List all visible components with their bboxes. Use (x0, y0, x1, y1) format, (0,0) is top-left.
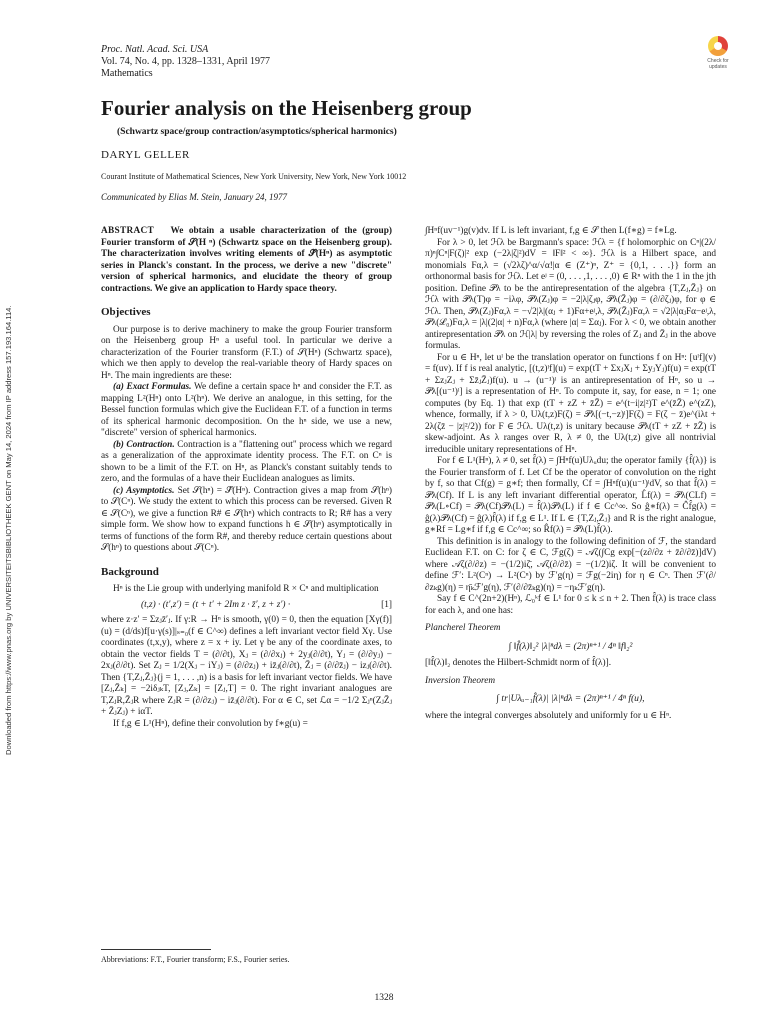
abstract (101, 226, 392, 295)
item-exact-formulas (101, 382, 392, 440)
journal-section: Mathematics (101, 68, 153, 79)
check-for-updates-icon (708, 36, 728, 56)
convolution-continuation: ∫Hⁿf(uv⁻¹)g(v)dv. If L is left invariant, f,g ∈ 𝒮 then L(f∗g) = f∗Lg. (425, 226, 677, 236)
abstract-label: ABSTRACT (101, 226, 155, 236)
author-affiliation: Courant Institute of Mathematical Sciences, New York University, New York, New York 10012 (101, 172, 407, 181)
euclidean-analogy-paragraph: This definition is in analogy to the following definition of ℱ, the standard Euclidean F.T. on C: for ζ ∈ C, ℱg(ζ) = 𝒜ζ(∫Cg exp[−(z∂/∂z + z̄∂/∂z̄)]dV) where 𝒜ζ(∂/∂z) = −(1/2)iζ̄, 𝒜ζ(∂/∂z̄) = −(1/2)iζ. It will be convenient to define ℱ′: L²(Cⁿ) → L²(Cⁿ) by ℱ′g(η) = ℱg(−2iη) for η ∈ Cⁿ. Then ℱ′(∂/∂zₖg)(η) = η̄ₖℱ′g(η), ℱ′(∂/∂z̄ₖg)(η) = −ηₖℱ′g(η). (425, 536, 716, 593)
item-a-label: (a) Exact Formulas. (113, 382, 192, 392)
objectives-paragraph: Our purpose is to derive machinery to make the group Fourier transform on the Heisenberg group Hⁿ a useful tool. In particular we derive a characterization of the Fourier transform (F.T.) of 𝒮(Hⁿ) (Schwartz space), which we then apply to develop the real-variable theory of Hardy spaces on Hⁿ. The main ingredients are these: (101, 324, 392, 381)
item-asymptotics (101, 486, 392, 555)
item-contraction (101, 440, 392, 486)
check-for-updates-label: Check for updates (707, 58, 729, 70)
translation-paragraph: For u ∈ Hⁿ, let uˡ be the translation operator on functions f on Hⁿ: [uˡf](v) = f(uv). If f is real analytic, [(t,z)ˡf](u) = exp(tT + ΣxⱼXⱼ + ΣyⱼYⱼ)f(u) = exp(tT + ΣzⱼZⱼ + Σz̄ⱼZ̄ⱼ)f(u). u → (u⁻¹)ˡ is an antirepresentation of Hⁿ, so u → 𝒫λ[(u⁻¹)ˡ] is a representation of Hⁿ. To compute it, say, for ease, n = 1; one computes (by Eq. 1) that exp (tT + zZ + z̄Z̄) = e^(t−i|z|²)T e^(z̄Z̄) e^(zZ), whence, formally, if λ > 0, Uλ(t,z)F(ζ) = 𝒫λ[(−t,−z)ˡ]F(ζ) = F(ζ − z̄)e^(iλt + 2λ(ζz̄ − |z|²/2)) for F ∈ ℋλ. Uλ(t,z) is unitary because 𝒫λ(tT + zZ + z̄Z̄) is skew-adjoint. As λ ranges over R, λ ≠ 0, the Uλ(t,z) give all nontrivial irreducible unitary representations of Hⁿ. (425, 352, 716, 455)
plancherel-equation: ∫ ‖f̂(λ)‖₂² |λ|ⁿdλ = (2π)ⁿ⁺¹ / 4ⁿ ‖f‖₂² (508, 640, 633, 652)
fourier-transform-paragraph: For f ∈ L¹(Hⁿ), λ ≠ 0, set f̂(λ) = ∫Hⁿf(u)Uλᵤdu; the operator family {f̂(λ)} is the Fourier transform of f. Let Cf be the operator of convolution on the right by f, so that Cf(g) = g∗f; then formally, Cf = ∫Hⁿf(u)(u⁻¹)ˡdV, so that f̂(λ) = 𝒫λ(Cf). If L is any left invariant differential operator, L̂f(λ) = 𝒫λ(CLf) = 𝒫λ(L∘Cf) = 𝒫λ(Cf)𝒫λ(L) = f̂(λ)𝒫λ(L) if f ∈ Cc^∞. So ĝ∗f(λ) = Ĉf̂g(λ) = ĝ(λ)𝒫λ(Cf) = ĝ(λ)f̂(λ) if f,g ∈ L¹. If L ∈ {T,Zⱼ,Z̄ⱼ} and R is the right analogue, g∗Rf = Lg∗f if f,g ∈ Cc^∞; so R̂f(λ) = 𝒫λ(L)f̂(λ). (425, 456, 716, 535)
abbreviations-footnote: Abbreviations: F.T., Fourier transform; F.S., Fourier series. (101, 955, 290, 964)
journal-header (101, 44, 270, 80)
abstract-text: We obtain a usable characterization of the (group) Fourier transform of 𝒮(H ⁿ) (Schwartz space on the Heisenberg group). The characterization involves writing elements of 𝒮̂(Hⁿ) as asymptotic series in Planck's constant. In the process, we derive a new "discrete" version of spherical harmonics, and elucidate the theory of group contractions. We give an application to Hardy space theory. (101, 226, 392, 294)
item-b-label: (b) Contraction. (113, 439, 175, 450)
download-notice: Downloaded from https://www.pnas.org by UNIVERSITEITSBIBLIOTHEEK GENT on May 14, 2024 from IP address 157.193.164.114. (4, 305, 13, 755)
check-for-updates-badge[interactable] (698, 36, 738, 72)
item-c-text: Set 𝒮(hⁿ) = 𝒮̂(Hⁿ). Contraction gives a map from 𝒮(hⁿ) to 𝒮(Cⁿ). We study the extent to which this process can be reversed. Given R ∈ 𝒮(Cⁿ), we give a function R# ∈ 𝒮(hⁿ) which contracts to R; R# has a very simple form. We show how to expand functions h ∈ 𝒮(hⁿ) asymptotically in terms of functions of the form R#, and thereby reduce certain questions about 𝒮(hⁿ) to questions about 𝒮(Cⁿ). (101, 485, 393, 553)
inversion-theorem-label: Inversion Theorem (425, 675, 496, 686)
equation-1-body: (t,z) · (t′,z′) = (t + t′ + 2Im z · z̄′, z + z′) · (141, 599, 291, 610)
background-paragraph-1: Hⁿ is the Lie group with underlying manifold R × Cⁿ and multiplication (113, 584, 379, 594)
inversion-equation: ∫ tr|Uλᵤ₋₁f̂(λ)| |λ|ⁿdλ = (2π)ⁿ⁺¹ / 4ⁿ f(u), (496, 693, 645, 704)
item-a-text: We define a certain space hⁿ and consider the F.T. as mapping L²(Hⁿ) onto L²(hⁿ). We derive an analogue, in this setting, for the Bessel function formulas which give the Euclidean F.T. of a function in terms of its spherical harmonic decomposition. On the hⁿ side, we use a new, "discrete" version of spherical harmonics. (101, 382, 392, 438)
equation-1-number: [1] (381, 599, 392, 610)
heading-objectives: Objectives (101, 306, 151, 318)
communicated-by: Communicated by Elias M. Stein, January 24, 1977 (101, 192, 287, 202)
page-number: 1328 (374, 993, 394, 1003)
bargmann-paragraph: For λ > 0, let ℋλ be Bargmann's space: ℋλ = {f holomorphic on Cⁿ|(2λ/π)ⁿ∫Cⁿ|F(ζ)|² exp (−2λ|ζ|²)dV = ‖F‖² < ∞}. ℋλ is a Hilbert space, and monomials Fα,λ = (√2λζ)^α/√α!|α ∈ (Z⁺)ⁿ, Z⁺ = {0,1, . . .}} form an orthonormal basis for ℋλ. Let eʲ = (0, . . . ,1, . . . ,0) ∈ Rⁿ with the 1 in the jth position. Define 𝒫λ to be the antirepresentation of the algebra {T,Zⱼ,Z̄ⱼ} on ℋλ with 𝒫λ(T)φ = −iλφ, 𝒫λ(Zⱼ)φ = −2|λ|ζⱼφ, 𝒫λ(Z̄ⱼ)φ = (∂/∂ζⱼ)φ, for φ ∈ ℋλ. Then, 𝒫λ(Zⱼ)Fα,λ = −√2|λ|(αⱼ + 1)Fα+eʲ,λ, 𝒫λ(Z̄ⱼ)Fα,λ = √2|λ|αⱼFα−eʲ,λ, 𝒫λ(ℒ₀)Fα,λ = |λ|(2|α| + n)Fα,λ (where |α| = Σαⱼ). For λ < 0, we obtain another antirepresentation 𝒫λ on ℋ|λ| by reversing the roles of Zⱼ and Z̄ⱼ in the above formulas. (425, 237, 716, 351)
inversion-note: where the integral converges absolutely and uniformly for u ∈ Hⁿ. (425, 710, 672, 721)
author-name: DARYL GELLER (101, 149, 190, 161)
left-column (101, 226, 392, 730)
heading-background: Background (101, 565, 159, 578)
footnote-divider (101, 949, 211, 950)
background-paragraph-3: If f,g ∈ L¹(Hⁿ), define their convolution by f∗g(u) = (113, 718, 308, 729)
paper-title: Fourier analysis on the Heisenberg group (101, 96, 472, 120)
plancherel-theorem-label: Plancherel Theorem (425, 623, 501, 633)
background-paragraph-2: where z·z′ = Σzⱼz̄′ⱼ. If γ:R → Hⁿ is smooth, γ(0) = 0, then the equation [Xγ(f)](u) = (d/ds)f[u·γ(s)]|ₛ₌₀(f ∈ C^∞) defines a left invariant vector field Xγ. Use coordinates (t,x,y), where z = x + iy. Let γ be any of the coordinate axes, to obtain the vector fields T = (∂/∂t), Xⱼ = (∂/∂xⱼ) + 2yⱼ(∂/∂t), Yⱼ = (∂/∂yⱼ) − 2xⱼ(∂/∂t). Set Zⱼ = 1/2(Xⱼ − iYⱼ) = (∂/∂zⱼ) + iz̄ⱼ(∂/∂t), Z̄ⱼ = (∂/∂z̄ⱼ) − izⱼ(∂/∂t). Then {T,Zⱼ,Z̄ⱼ}(j = 1, . . . ,n) is a basis for left invariant vector fields. We have [Zⱼ,Z̄ₖ] = −2iδⱼₖT, [Zⱼ,Zₖ] = [Zⱼ,T] = 0. The right invariant analogues are T,ZⱼR,Z̄ⱼR where ZⱼR = (∂/∂zⱼ) − iz̄ⱼ(∂/∂t). For α ∈ C, set ℒα = −1/2 Σⱼⁿ(ZⱼZ̄ⱼ + Z̄ⱼZⱼ) + iαT. (101, 615, 392, 717)
item-b-text: Contraction is a "flattening out" process which we regard as a generalization of the approximate identity process. The F.T. on Cⁿ is shown to be a limit of the F.T. on Hⁿ, as Planck's constant suitably tends to zero, and the formulas of a have their Euclidean analogues as limits. (101, 439, 393, 484)
paper-keywords: (Schwartz space/group contraction/asymptotics/spherical harmonics) (117, 127, 397, 137)
right-column (425, 226, 716, 722)
plancherel-note: [‖f̂(λ)‖₂ denotes the Hilbert-Schmidt norm of f̂(λ)]. (425, 658, 612, 668)
trace-class-paragraph: Say f ∈ C^(2n+2)(Hⁿ), ℒ₀ᵏf ∈ L¹ for 0 ≤ k ≤ n + 2. Then f̂(λ) is trace class for each λ, and one has: (425, 594, 716, 616)
journal-name: Proc. Natl. Acad. Sci. USA (101, 44, 209, 55)
journal-volume: Vol. 74, No. 4, pp. 1328–1331, April 1977 (101, 56, 270, 67)
equation-1 (101, 600, 392, 612)
item-c-label: (c) Asymptotics. (113, 485, 175, 496)
